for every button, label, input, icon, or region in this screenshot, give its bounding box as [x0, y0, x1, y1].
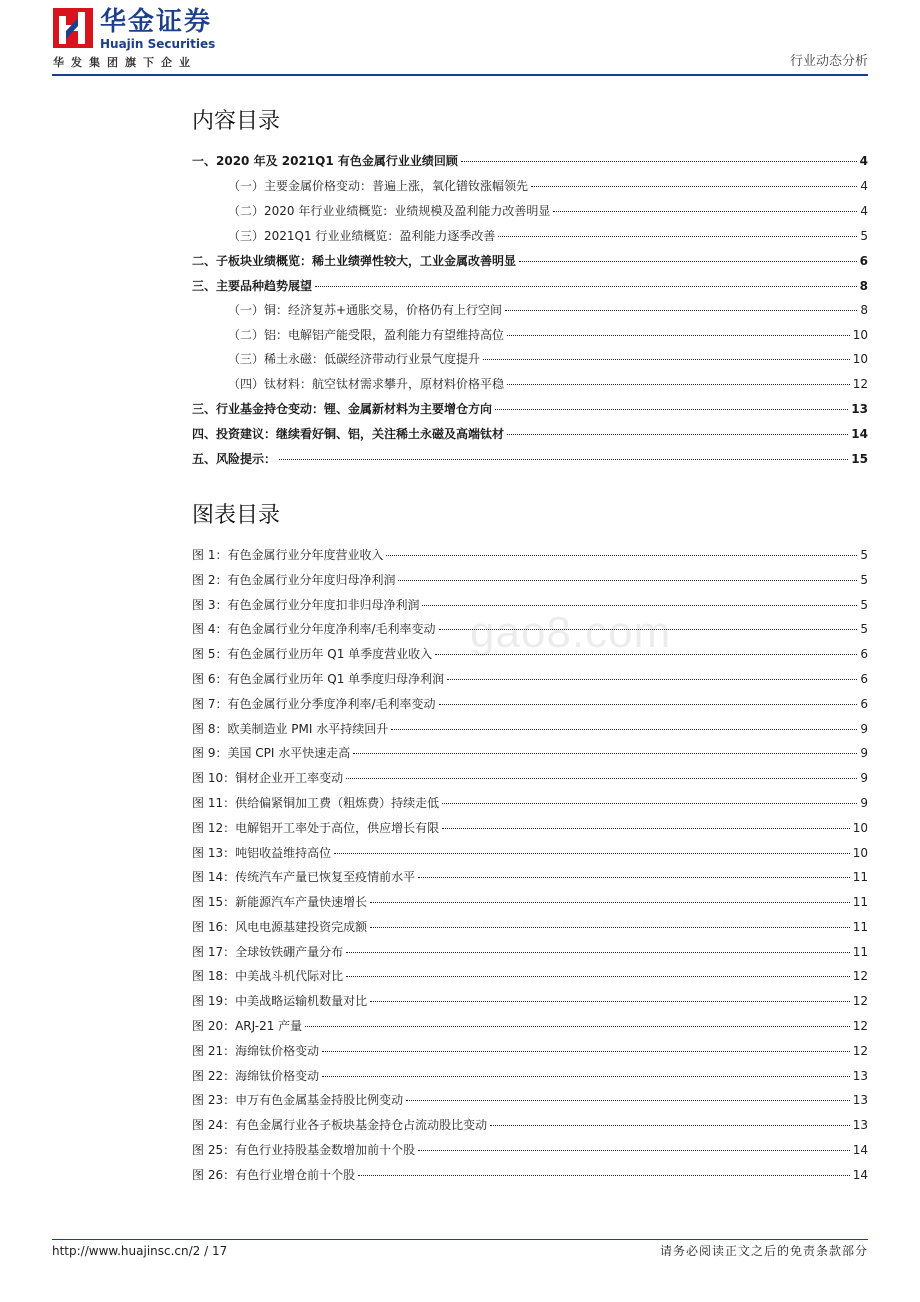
leader-dots [370, 902, 850, 903]
figure-entry-label: 图 21：海绵钛价格变动 [192, 1044, 320, 1058]
figure-entry-label: 图 9：美国 CPI 水平快速走高 [192, 746, 351, 760]
figure-entry[interactable] [192, 944, 868, 960]
figure-entry-page: 14 [852, 1168, 868, 1182]
leader-dots [553, 211, 857, 212]
figure-entry-page: 13 [852, 1093, 868, 1107]
figure-entry[interactable] [192, 1117, 868, 1133]
group-tagline: 华发集团旗下企业 [53, 56, 197, 69]
leader-dots [422, 605, 857, 606]
figure-entry-label: 图 3：有色金属行业分年度扣非归母净利润 [192, 598, 420, 612]
figure-entry[interactable] [192, 1092, 868, 1108]
toc-entry[interactable] [192, 401, 868, 417]
figure-entry[interactable] [192, 770, 868, 786]
toc-entry-label: （二）2020 年行业业绩概览：业绩规模及盈利能力改善明显 [228, 204, 551, 218]
toc-entry-page: 8 [859, 279, 868, 293]
figure-entry-page: 11 [852, 895, 868, 909]
toc-entry[interactable] [192, 451, 868, 467]
toc-entry-page: 15 [851, 452, 868, 466]
toc-entry[interactable] [192, 278, 868, 294]
figure-entry-page: 13 [852, 1069, 868, 1083]
figure-entry-label: 图 12：电解铝开工率处于高位，供应增长有限 [192, 821, 440, 835]
figure-entry-label: 图 24：有色金属行业各子板块基金持仓占流动股比变动 [192, 1118, 488, 1132]
leader-dots [334, 853, 850, 854]
leader-dots [447, 679, 857, 680]
figure-entry[interactable] [192, 1043, 868, 1059]
figure-entry[interactable] [192, 894, 868, 910]
figure-entry-label: 图 11：供给偏紧铜加工费（粗炼费）持续走低 [192, 796, 440, 810]
leader-dots [279, 459, 848, 460]
figure-entry-page: 9 [860, 746, 868, 760]
figure-entry-page: 9 [860, 796, 868, 810]
leader-dots [370, 927, 850, 928]
figure-entry-label: 图 5：有色金属行业历年 Q1 单季度营业收入 [192, 647, 433, 661]
figure-entry-label: 图 8：欧美制造业 PMI 水平持续回升 [192, 722, 389, 736]
toc-entry[interactable] [192, 253, 868, 269]
figure-entry[interactable] [192, 845, 868, 861]
figure-entry-page: 11 [852, 945, 868, 959]
leader-dots [439, 704, 858, 705]
leader-dots [358, 1175, 850, 1176]
footer-divider [52, 1239, 868, 1240]
toc-entry-label: 三、主要品种趋势展望 [192, 279, 313, 293]
leader-dots [507, 434, 848, 435]
figure-entry-page: 5 [860, 573, 868, 587]
leader-dots [418, 1150, 850, 1151]
watermark: gao8.com [470, 608, 672, 657]
leader-dots [531, 186, 857, 187]
leader-dots [406, 1100, 850, 1101]
figure-entry-page: 9 [860, 771, 868, 785]
toc-entry-page: 5 [860, 229, 868, 243]
toc-entry-label: （三）2021Q1 行业业绩概览：盈利能力逐季改善 [228, 229, 496, 243]
figure-entry[interactable] [192, 1018, 868, 1034]
header-divider [52, 74, 868, 76]
leader-dots [461, 161, 857, 162]
leader-dots [442, 828, 850, 829]
figure-entry-page: 6 [860, 672, 868, 686]
toc-entry-label: 三、行业基金持仓变动：锂、金属新材料为主要增仓方向 [192, 402, 493, 416]
figure-entry[interactable] [192, 721, 868, 737]
figure-entry-page: 12 [852, 1044, 868, 1058]
leader-dots [442, 803, 857, 804]
toc-entry-page: 13 [851, 402, 868, 416]
figure-entry-label: 图 16：风电电源基建投资完成额 [192, 920, 368, 934]
figure-entry-page: 10 [852, 821, 868, 835]
figure-entry-page: 10 [852, 846, 868, 860]
leader-dots [305, 1026, 850, 1027]
toc-entry-page: 10 [852, 328, 868, 342]
leader-dots [346, 976, 850, 977]
figure-entry[interactable] [192, 968, 868, 984]
leader-dots [370, 1001, 850, 1002]
figure-entry-label: 图 13：吨铝收益维持高位 [192, 846, 332, 860]
figure-entry[interactable] [192, 820, 868, 836]
toc-entry[interactable] [192, 426, 868, 442]
toc-entry-page: 8 [860, 303, 868, 317]
logo-chinese-name: 华金证券 [100, 7, 213, 37]
leader-dots [322, 1076, 850, 1077]
figure-entry-page: 12 [852, 994, 868, 1008]
leader-dots [498, 236, 857, 237]
leader-dots [346, 778, 857, 779]
figure-entry[interactable] [192, 795, 868, 811]
figure-entry[interactable] [192, 1142, 868, 1158]
figure-entry-label: 图 10：铜材企业开工率变动 [192, 771, 344, 785]
toc-entry-label: （二）铝：电解铝产能受限，盈利能力有望维持高位 [228, 328, 505, 342]
figure-entry[interactable] [192, 572, 868, 588]
toc-entry[interactable] [228, 203, 868, 219]
leader-dots [346, 952, 850, 953]
leader-dots [490, 1125, 850, 1126]
figure-entry-label: 图 23：申万有色金属基金持股比例变动 [192, 1093, 404, 1107]
leader-dots [495, 409, 848, 410]
figure-entry[interactable] [192, 869, 868, 885]
toc-entry-page: 12 [852, 377, 868, 391]
figure-entry-label: 图 20：ARJ-21 产量 [192, 1019, 303, 1033]
toc-title: 内容目录 [192, 109, 281, 134]
logo-english-name: Huajin Securities [100, 37, 216, 51]
huajin-logo-icon [53, 8, 93, 48]
figure-entry[interactable] [192, 671, 868, 687]
figure-entry[interactable] [192, 696, 868, 712]
toc-entry-label: 二、子板块业绩概览：稀土业绩弹性较大，工业金属改善明显 [192, 254, 517, 268]
figure-entry-page: 6 [860, 647, 868, 661]
document-type: 行业动态分析 [789, 54, 868, 69]
leader-dots [507, 335, 850, 336]
toc-entry-label: （一）铜：经济复苏+通胀交易，价格仍有上行空间 [228, 303, 503, 317]
toc-entry[interactable] [228, 351, 868, 367]
toc-entry-page: 10 [852, 352, 868, 366]
figure-entry-label: 图 4：有色金属行业分年度净利率/毛利率变动 [192, 622, 436, 636]
leader-dots [386, 555, 857, 556]
figure-entry-page: 5 [860, 548, 868, 562]
footer-url-page[interactable]: http://www.huajinsc.cn/2 / 17 [52, 1244, 228, 1258]
figure-entry-page: 6 [860, 697, 868, 711]
leader-dots [391, 729, 857, 730]
toc-entry-page: 6 [859, 254, 868, 268]
toc-entry-label: （三）稀土永磁：低碳经济带动行业景气度提升 [228, 352, 481, 366]
toc-entry-page: 4 [860, 179, 868, 193]
figure-entry-page: 13 [852, 1118, 868, 1132]
toc-entry-label: 五、风险提示： [192, 452, 277, 466]
toc-entry[interactable] [192, 153, 868, 169]
figure-entry-label: 图 2：有色金属行业分年度归母净利润 [192, 573, 396, 587]
toc-entry-page: 4 [859, 154, 868, 168]
leader-dots [353, 753, 857, 754]
figure-entry[interactable] [192, 1068, 868, 1084]
leader-dots [519, 261, 857, 262]
toc-entry-label: （一）主要金属价格变动：普遍上涨，氧化镨钕涨幅领先 [228, 179, 529, 193]
leader-dots [505, 310, 857, 311]
figure-entry-page: 11 [852, 920, 868, 934]
figure-entry-label: 图 15：新能源汽车产量快速增长 [192, 895, 368, 909]
figure-entry-page: 5 [860, 598, 868, 612]
toc-entry[interactable] [228, 178, 868, 194]
figure-entry[interactable] [192, 1167, 868, 1183]
toc-entry-label: （四）钛材料：航空钛材需求攀升，原材料价格平稳 [228, 377, 505, 391]
toc-entry-page: 14 [851, 427, 868, 441]
figure-entry-label: 图 19：中美战略运输机数量对比 [192, 994, 368, 1008]
figure-entry-page: 5 [860, 622, 868, 636]
page-header [0, 0, 920, 80]
figure-entry-page: 11 [852, 870, 868, 884]
leader-dots [398, 580, 857, 581]
figure-entry[interactable] [192, 745, 868, 761]
figure-entry-label: 图 17：全球钕铁硼产量分布 [192, 945, 344, 959]
figure-entry-page: 14 [852, 1143, 868, 1157]
leader-dots [507, 384, 850, 385]
leader-dots [483, 359, 850, 360]
toc-entry-label: 四、投资建议：继续看好铜、铝，关注稀土永磁及高端钛材 [192, 427, 505, 441]
figure-entry-label: 图 26：有色行业增仓前十个股 [192, 1168, 356, 1182]
toc-entry[interactable] [228, 327, 868, 343]
figure-entry-page: 12 [852, 1019, 868, 1033]
leader-dots [322, 1051, 850, 1052]
footer-disclaimer: 请务必阅读正文之后的免责条款部分 [659, 1244, 868, 1258]
figure-entry-label: 图 22：海绵钛价格变动 [192, 1069, 320, 1083]
leader-dots [418, 877, 850, 878]
figure-entry-page: 12 [852, 969, 868, 983]
figure-entry-label: 图 14：传统汽车产量已恢复至疫情前水平 [192, 870, 416, 884]
figure-entry-label: 图 18：中美战斗机代际对比 [192, 969, 344, 983]
toc-entry[interactable] [228, 302, 868, 318]
figure-entry-label: 图 25：有色行业持股基金数增加前十个股 [192, 1143, 416, 1157]
figure-entry[interactable] [192, 919, 868, 935]
figures-title: 图表目录 [192, 503, 281, 528]
toc-entry[interactable] [228, 376, 868, 392]
toc-entry-page: 4 [860, 204, 868, 218]
figure-entry-label: 图 6：有色金属行业历年 Q1 单季度归母净利润 [192, 672, 445, 686]
leader-dots [315, 286, 857, 287]
figure-entry[interactable] [192, 993, 868, 1009]
figure-entry[interactable] [192, 547, 868, 563]
figure-entry-page: 9 [860, 722, 868, 736]
figure-entry-label: 图 1：有色金属行业分年度营业收入 [192, 548, 384, 562]
toc-entry-label: 一、2020 年及 2021Q1 有色金属行业业绩回顾 [192, 154, 458, 168]
toc-entry[interactable] [228, 228, 868, 244]
figure-entry-label: 图 7：有色金属行业分季度净利率/毛利率变动 [192, 697, 436, 711]
